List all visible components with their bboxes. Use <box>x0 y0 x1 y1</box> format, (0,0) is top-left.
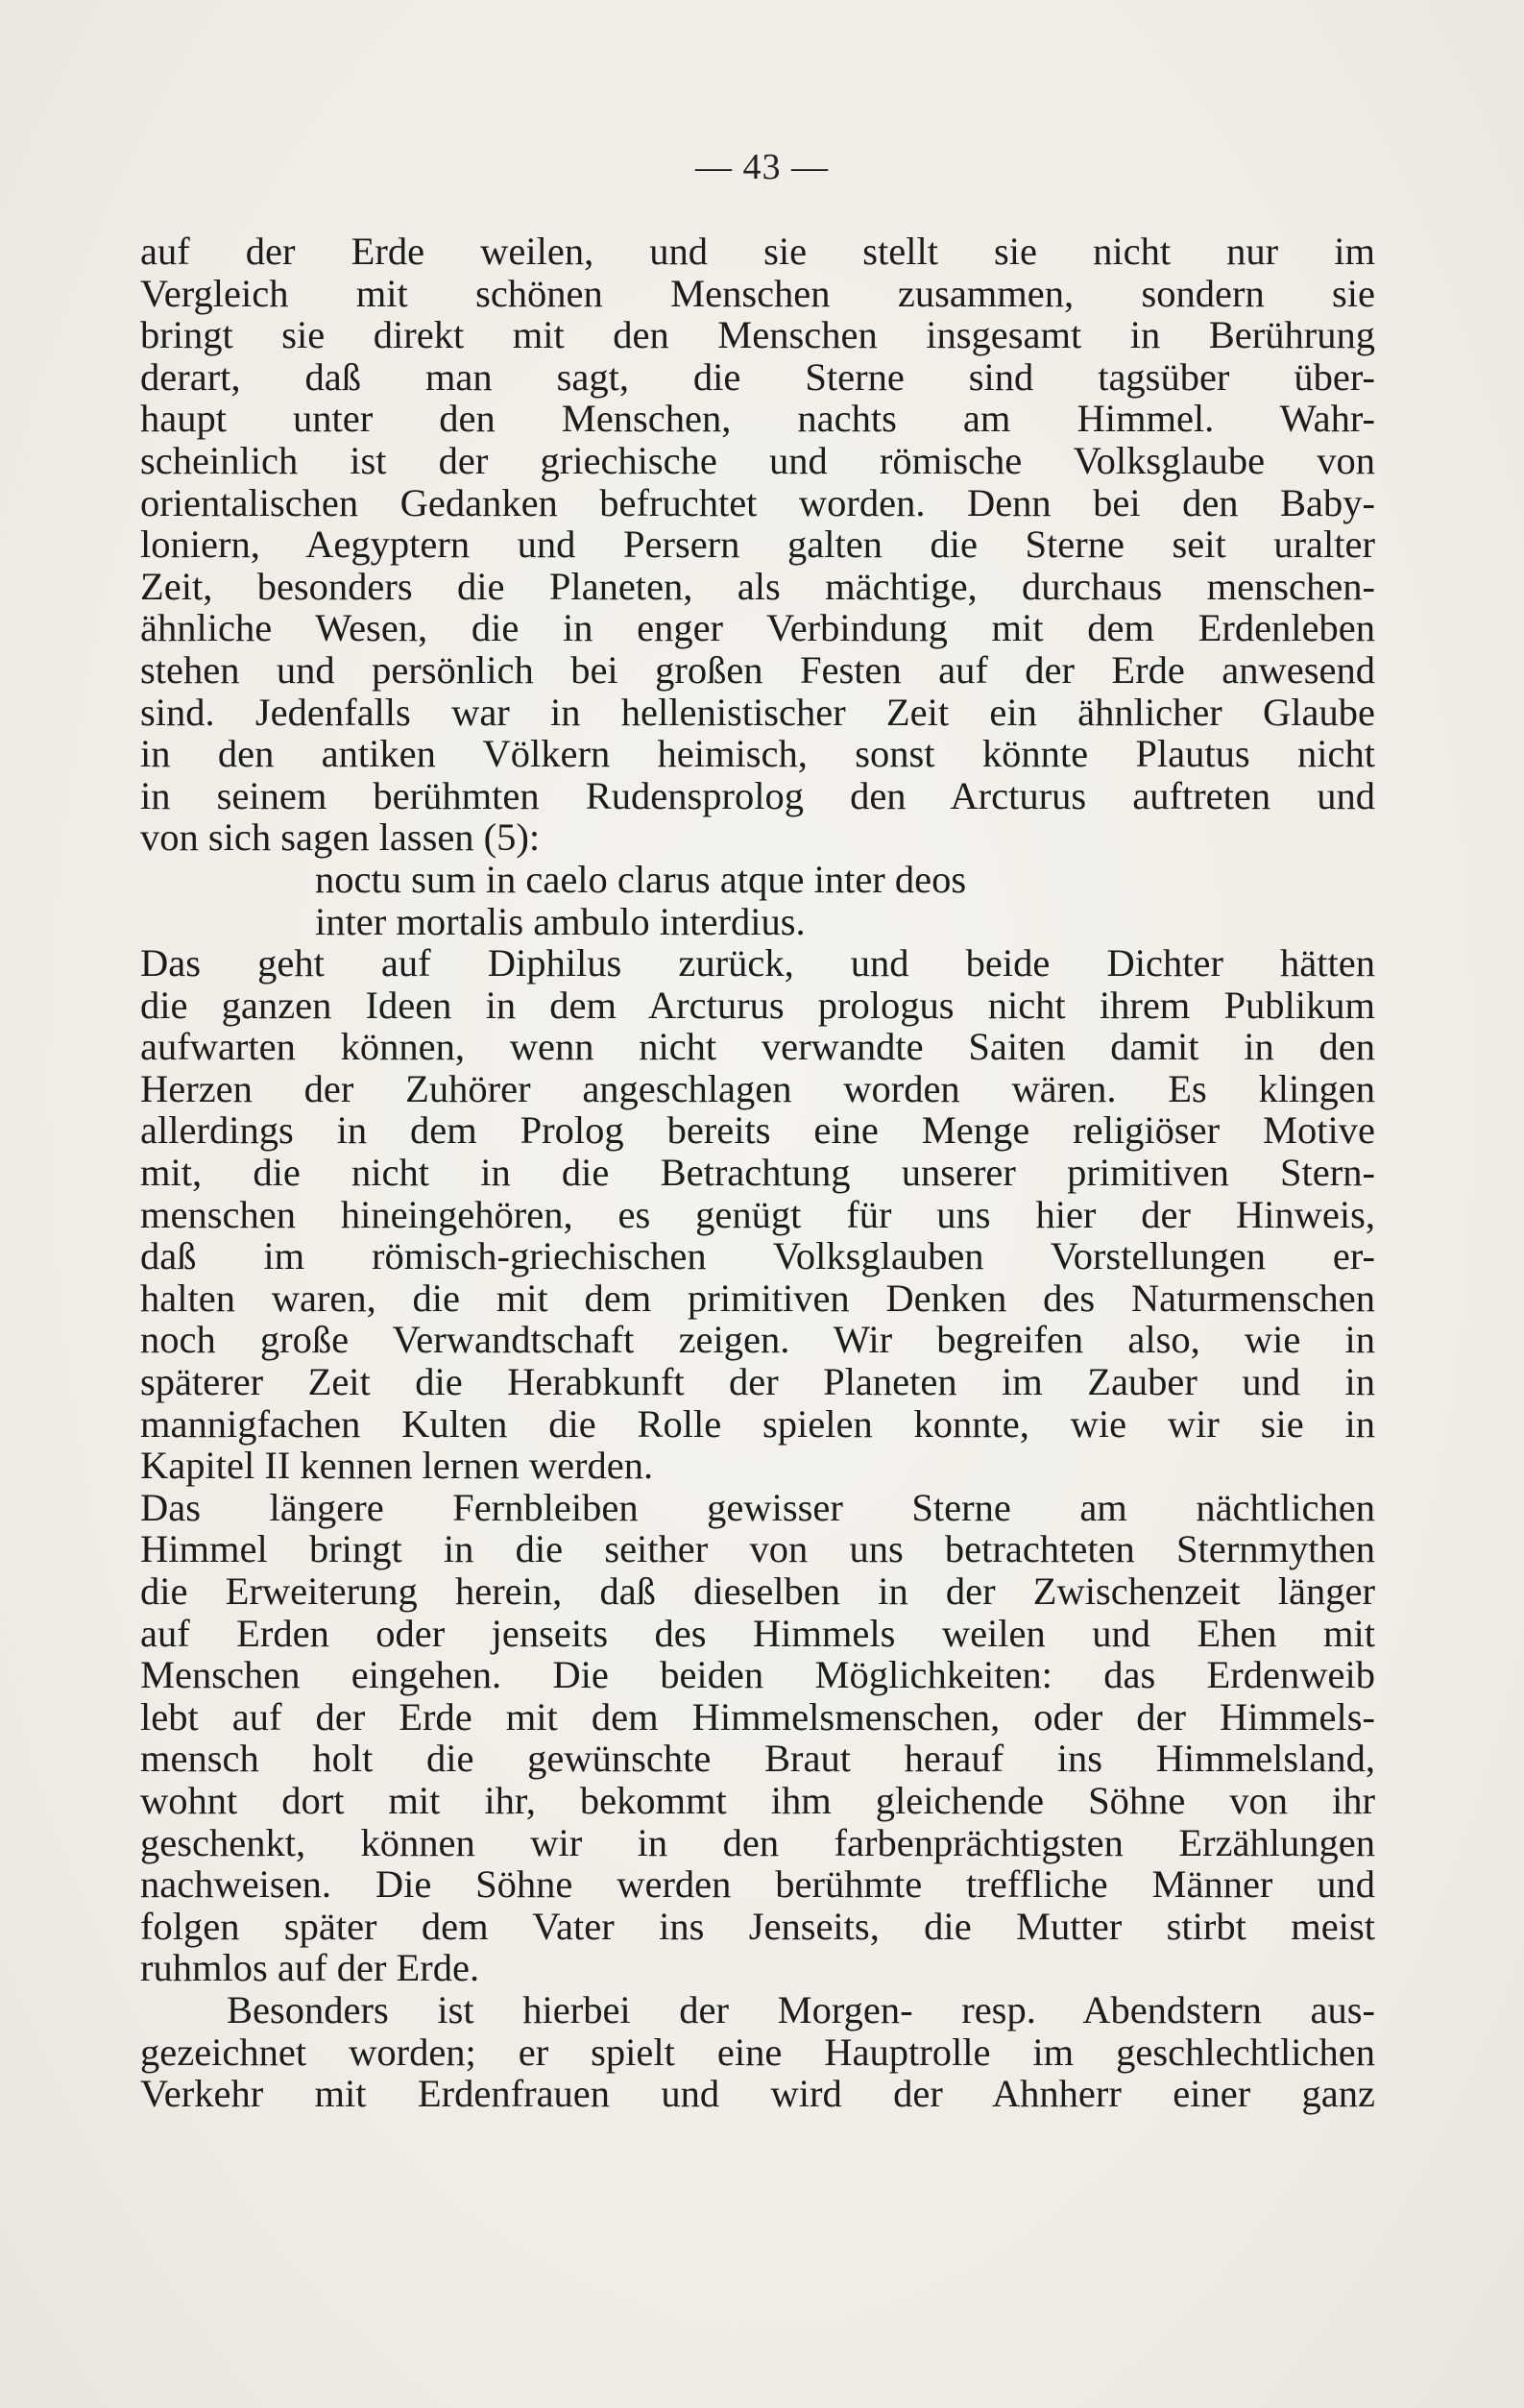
text-line: sind. Jedenfalls war in hellenistischer Zeit ein ähnlicher Glaube <box>140 690 1375 734</box>
text-line: Herzen der Zuhörer angeschlagen worden wären. Es klingen <box>140 1066 1375 1110</box>
text-line: Vergleich mit schönen Menschen zusammen, sondern sie <box>140 271 1375 315</box>
body-text <box>140 231 1375 2115</box>
text-line: ähnliche Wesen, die in enger Verbindung mit dem Erdenleben <box>140 606 1375 650</box>
text-line: Das längere Fernbleiben gewisser Sterne am nächtlichen <box>140 1485 1375 1529</box>
text-line: ruhmlos auf der Erde. <box>140 1946 480 1990</box>
text-line: folgen später dem Vater ins Jenseits, die Mutter stirbt meist <box>140 1904 1375 1948</box>
text-line: aufwarten können, wenn nicht verwandte Saiten damit in den <box>140 1025 1375 1069</box>
text-line: bringt sie direkt mit den Menschen insgesamt in Berührung <box>140 313 1375 357</box>
text-line: Himmel bringt in die seither von uns betrachteten Sternmythen <box>140 1527 1375 1571</box>
text-line: Besonders ist hierbei der Morgen- resp. Abendstern aus- <box>227 1987 1375 2031</box>
verse-line: noctu sum in caelo clarus atque inter deos <box>315 857 967 901</box>
text-line: stehen und persönlich bei großen Festen auf der Erde anwesend <box>140 647 1375 692</box>
text-line: geschenkt, können wir in den farbenprächtigsten Erzählungen <box>140 1820 1375 1864</box>
text-line: auf der Erde weilen, und sie stellt sie nicht nur im <box>140 230 1375 273</box>
text-line: gezeichnet worden; er spielt eine Hauptrolle im geschlechtlichen <box>140 2030 1375 2074</box>
text-line: derart, daß man sagt, die Sterne sind tagsüber über- <box>140 354 1375 399</box>
text-line: von sich sagen lassen (5): <box>140 815 541 860</box>
text-line: menschen hineingehören, es genügt für uns hier der Hinweis, <box>140 1192 1375 1236</box>
text-line: daß im römisch-griechischen Volksglauben Vorstellungen er- <box>140 1234 1375 1278</box>
text-line: nachweisen. Die Söhne werden berühmte treffliche Männer und <box>140 1862 1375 1907</box>
text-line: allerdings in dem Prolog bereits eine Menge religiöser Motive <box>140 1108 1375 1153</box>
text-line: die ganzen Ideen in dem Arcturus prologus nicht ihrem Publikum <box>140 983 1375 1027</box>
text-line: Menschen eingehen. Die beiden Möglichkeiten: das Erdenweib <box>140 1653 1375 1697</box>
text-line: scheinlich ist der griechische und römische Volksglaube von <box>140 438 1375 482</box>
text-line: loniern, Aegyptern und Persern galten die Sterne seit uralter <box>140 523 1375 567</box>
text-line: wohnt dort mit ihr, bekommt ihm gleichende Söhne von ihr <box>140 1778 1375 1822</box>
text-line: mensch holt die gewünschte Braut herauf ins Himmelsland, <box>140 1737 1375 1781</box>
text-line: die Erweiterung herein, daß dieselben in der Zwischenzeit länger <box>140 1569 1375 1613</box>
text-line: haupt unter den Menschen, nachts am Himmel. Wahr- <box>140 397 1375 441</box>
text-line: mannigfachen Kulten die Rolle spielen konnte, wie wir sie in <box>140 1401 1375 1446</box>
text-line: noch große Verwandtschaft zeigen. Wir begreifen also, wie in <box>140 1318 1375 1362</box>
text-line: halten waren, die mit dem primitiven Denken des Naturmenschen <box>140 1276 1375 1320</box>
text-line: Verkehr mit Erdenfrauen und wird der Ahnherr einer ganz <box>140 2072 1375 2116</box>
page-number: — 43 — <box>695 147 829 187</box>
text-line: auf Erden oder jenseits des Himmels weilen und Ehen mit <box>140 1611 1375 1655</box>
text-line: späterer Zeit die Herabkunft der Planeten im Zauber und in <box>140 1360 1375 1404</box>
text-line: in seinem berühmten Rudensprolog den Arcturus auftreten und <box>140 773 1375 817</box>
text-line: Das geht auf Diphilus zurück, und beide Dichter hätten <box>140 941 1375 985</box>
text-line: orientalischen Gedanken befruchtet worden. Denn bei den Baby- <box>140 480 1375 524</box>
verse-line: inter mortalis ambulo interdius. <box>315 899 806 943</box>
text-line: Kapitel II kennen lernen werden. <box>140 1444 654 1488</box>
text-line: in den antiken Völkern heimisch, sonst könnte Plautus nicht <box>140 732 1375 776</box>
text-line: lebt auf der Erde mit dem Himmelsmenschen, oder der Himmels- <box>140 1694 1375 1739</box>
text-line: Zeit, besonders die Planeten, als mächtige, durchaus menschen- <box>140 564 1375 608</box>
text-line: mit, die nicht in die Betrachtung unserer primitiven Stern- <box>140 1151 1375 1195</box>
